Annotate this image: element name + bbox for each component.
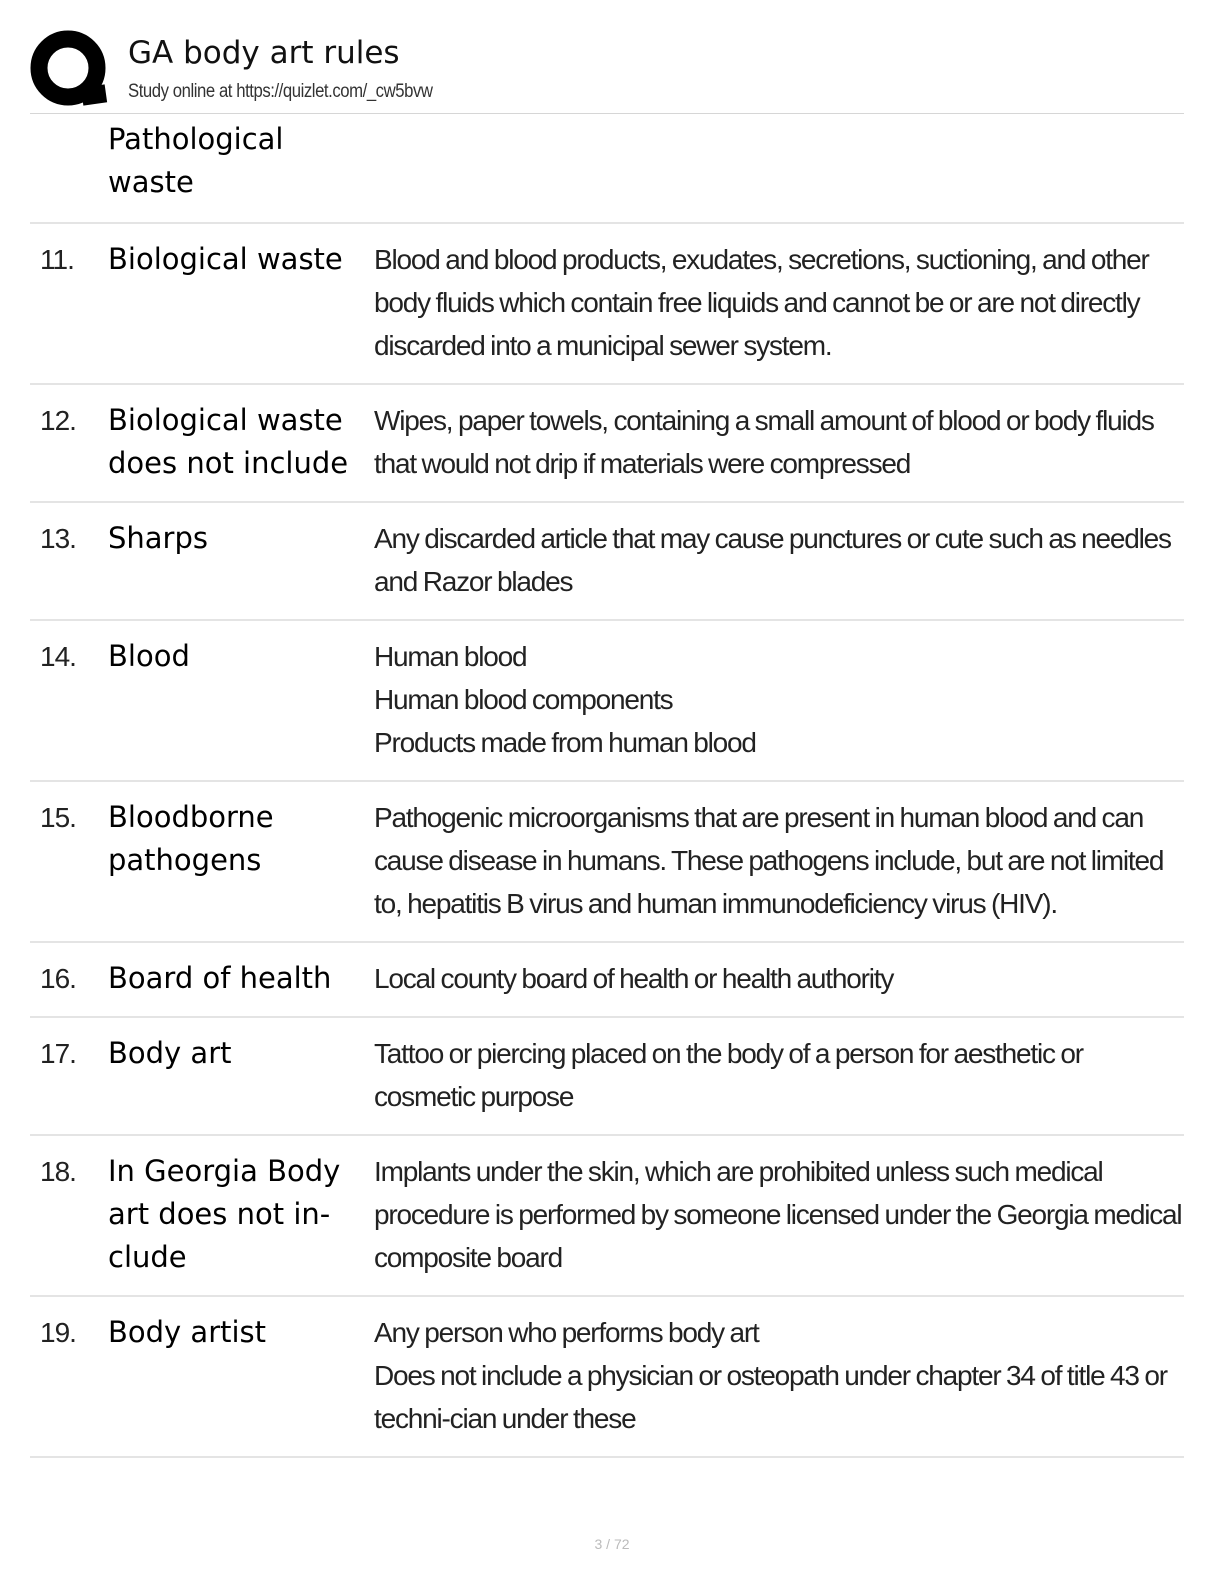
page-header [30, 30, 1184, 114]
card-row [30, 1018, 1184, 1136]
card-row [30, 1136, 1184, 1297]
card-number: 18. [40, 1156, 76, 1187]
card-definition: Any person who performs body art Does not include a physician or osteopath under chapter 34 of title 43 or techni-cian under these [374, 1317, 1167, 1434]
card-definition: Wipes, paper towels, containing a small amount of blood or body fluids that would not drip if materials were compressed [374, 405, 1154, 479]
card-number: 15. [40, 802, 76, 833]
card-term: In Georgia Body art does not in-clude [108, 1154, 341, 1274]
card-row [30, 224, 1184, 385]
card-row [30, 782, 1184, 943]
card-row [30, 114, 1184, 224]
flashcard-list [30, 114, 1184, 1458]
card-number: 17. [40, 1038, 76, 1069]
card-definition: Implants under the skin, which are prohibited unless such medical procedure is performed by someone licensed under the Georgia medical composite board [374, 1156, 1182, 1273]
quizlet-logo-icon [30, 30, 110, 110]
card-term: Blood [108, 639, 190, 673]
card-definition: Human blood Human blood components Products made from human blood [374, 641, 756, 758]
page-title: GA body art rules [128, 35, 400, 71]
card-term: Body artist [108, 1315, 267, 1349]
card-term: Biological waste [108, 242, 343, 276]
card-term: Body art [108, 1036, 232, 1070]
card-row [30, 1297, 1184, 1458]
card-term: Pathological waste [108, 122, 284, 199]
card-definition: Blood and blood products, exudates, secretions, suctioning, and other body fluids which contain free liquids and cannot be or are not directly discarded into a municipal sewer system. [374, 244, 1149, 361]
card-number: 11. [40, 244, 74, 275]
card-definition [328, 118, 1184, 204]
card-row [30, 503, 1184, 621]
card-number [30, 118, 108, 204]
card-number: 14. [40, 641, 76, 672]
card-definition: Any discarded article that may cause punctures or cute such as needles and Razor blades [374, 523, 1171, 597]
card-row [30, 621, 1184, 782]
study-link[interactable]: Study online at https://quizlet.com/_cw5bvw [128, 81, 433, 102]
card-number: 19. [40, 1317, 76, 1348]
card-term: Sharps [108, 521, 208, 555]
card-row [30, 943, 1184, 1018]
card-number: 12. [40, 405, 76, 436]
card-definition: Local county board of health or health authority [374, 963, 894, 994]
card-number: 13. [40, 523, 76, 554]
card-row [30, 385, 1184, 503]
card-definition: Pathogenic microorganisms that are present in human blood and can cause disease in humans. These pathogens include, but are not limited to, hepatitis B virus and human immunodeficiency virus (HIV). [374, 802, 1164, 919]
card-number: 16. [40, 963, 76, 994]
card-term: Board of health [108, 961, 332, 995]
card-definition: Tattoo or piercing placed on the body of a person for aesthetic or cosmetic purpose [374, 1038, 1083, 1112]
card-term: Bloodborne pathogens [108, 800, 274, 877]
page-number: 3 / 72 [594, 1536, 630, 1552]
card-term: Biological waste does not include [108, 403, 349, 480]
